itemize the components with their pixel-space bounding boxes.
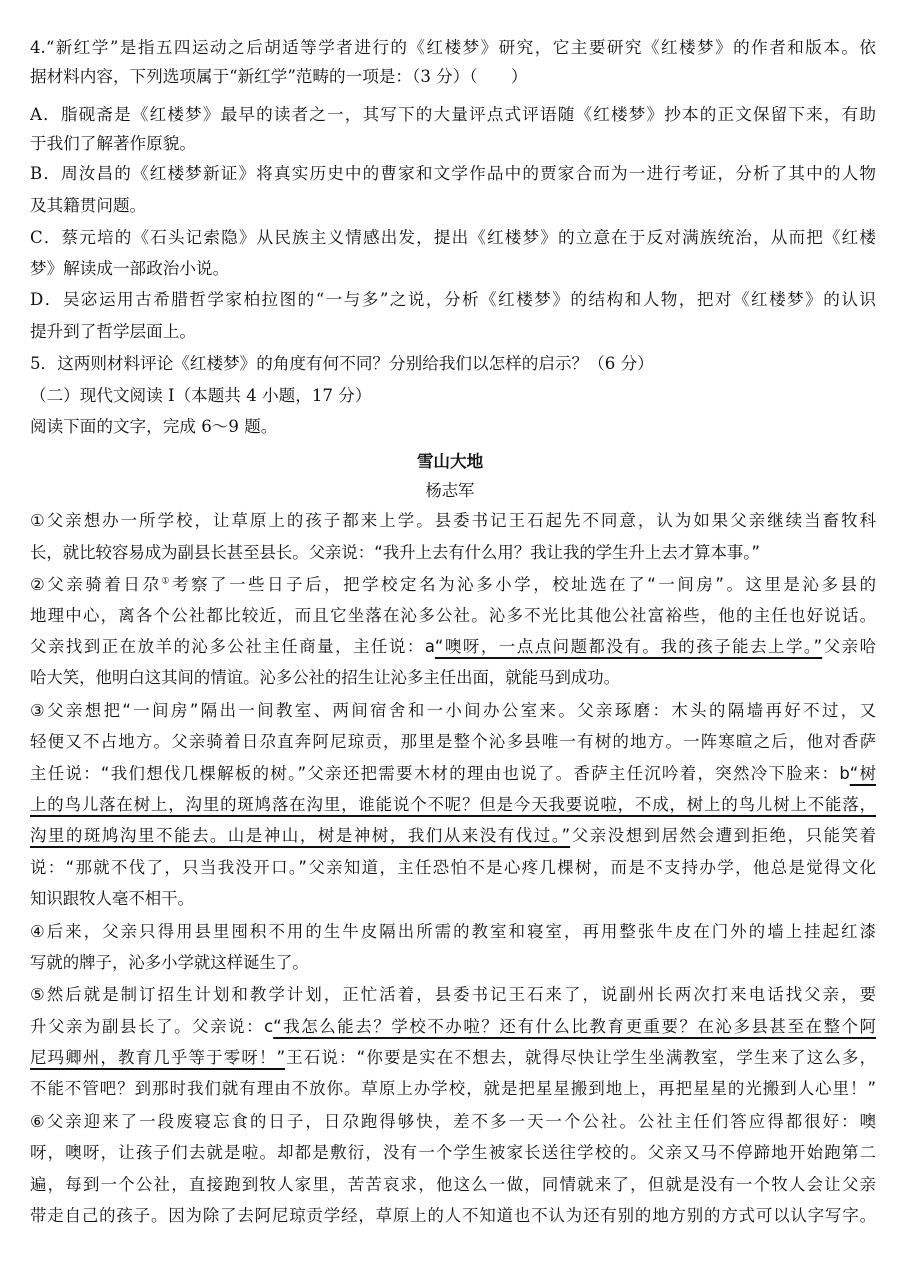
underlined-sentence-b-mid: 上的鸟儿落在树上，沟里的斑鸠落在沟里，谁能说个不呢？但是今天我要说啦，不成，树上的鸟儿树上不能落，: [30, 795, 876, 814]
instruction: 阅读下面的文字，完成 6～9 题。: [30, 417, 278, 436]
p1-line1: ①父亲想办一所学校，让草原上的孩子都来上学。县委书记王石起先不同意，认为如果父亲继续当畜牧科: [30, 511, 876, 530]
q4-option-c-line1: C．蔡元培的《石头记索隐》从民族主义情感出发，提出《红楼梦》的立意在于反对满族统治，从而把《红楼: [30, 228, 876, 247]
p5-line4: 不能不管吧？到那时我们就有理由不放你。草原上办学校，就是把星星搬到地上，再把星星的光搬到人心里！”: [30, 1079, 876, 1098]
q4-stem-line2: 据材料内容，下列选项属于“新红学”范畴的一项是：（3 分）（ ）: [30, 67, 528, 86]
story-author: 杨志军: [425, 481, 475, 500]
q4-option-b-line2: 及其籍贯问题。: [30, 196, 147, 215]
p4-line1: ④后来，父亲只得用县里囤积不用的生牛皮隔出所需的教室和寝室，再用整张牛皮在门外的墙上挂起红漆: [30, 922, 876, 941]
p4-line2: 写就的牌子，沁多小学就这样诞生了。: [30, 953, 309, 972]
q4-option-d-line1: D．吴宓运用古希腊哲学家柏拉图的“一与多”之说，分析《红楼梦》的结构和人物，把对《红楼梦》的认识: [30, 290, 876, 309]
p3-line3: 主任说：“我们想伐几棵解板的树。”父亲还把需要木材的理由也说了。香萨主任沉吟着，突然冷下脸来：b“树: [30, 764, 876, 783]
p3-line4: [30, 791, 876, 818]
q4-stem-line1: 4.“新红学”是指五四运动之后胡适等学者进行的《红楼梦》研究，它主要研究《红楼梦》的作者和版本。依: [30, 38, 876, 57]
q5-question: 5．这两则材料评论《红楼梦》的角度有何不同？分别给我们以怎样的启示？（6 分）: [30, 354, 654, 373]
underlined-sentence-c-start: “我怎么能去？学校不办啦？还有什么比教育更重要？在沁多县甚至在整个阿: [273, 1017, 876, 1036]
q4-option-c-line2: 梦》解读成一部政治小说。: [30, 259, 230, 278]
p3-line6: 说：“那就不伐了，只当我没开口。”父亲知道，主任恐怕不是心疼几棵树，而是不支持办学，他总是觉得文化: [30, 858, 876, 877]
p5-line2: 升父亲为副县长了。父亲说：c“我怎么能去？学校不办啦？还有什么比教育更重要？在沁多县甚至在整个阿: [30, 1017, 876, 1036]
q4-option-b-line1: B．周汝昌的《红楼梦新证》将真实历史中的曹家和文学作品中的贾家合而为一进行考证，分析了其中的人物: [30, 164, 876, 183]
story-title: 雪山大地: [416, 452, 484, 471]
q4-option-d-line2: 提升到了哲学层面上。: [30, 322, 196, 341]
p2-line3: 父亲找到正在放羊的沁多公社主任商量，主任说：a“噢呀，一点点问题都没有。我的孩子能去上学。”父亲哈: [30, 637, 876, 656]
footnote-marker: ①: [161, 576, 173, 587]
p5-line1: ⑤然后就是制订招生计划和教学计划，正忙活着，县委书记王石来了，说副州长两次打来电话找父亲，要: [30, 985, 876, 1004]
p3-line2: 轻便又不占地方。父亲骑着日尕直奔阿尼琼贡，那里是整个沁多县唯一有树的地方。一阵寒暄之后，他对香萨: [30, 732, 876, 751]
underlined-sentence-b-end: 沟里的斑鸠沟里不能去。山是神山，树是神树，我们从来没有伐过。”: [30, 826, 571, 845]
p3-line7: 知识跟牧人毫不相干。: [30, 889, 194, 908]
p3-line5: 沟里的斑鸠沟里不能去。山是神山，树是神树，我们从来没有伐过。”父亲没想到居然会遭到拒绝，只能笑着: [30, 826, 877, 845]
underlined-sentence-c-end: 尼玛卿州，教育几乎等于零呀！”: [30, 1048, 286, 1067]
p3-line1: ③父亲想把“一间房”隔出一间教室、两间宿舍和一小间办公室来。父亲琢磨：木头的隔墙再好不过，又: [30, 701, 876, 720]
section-heading: （二）现代文阅读 I（本题共 4 小题，17 分）: [30, 386, 372, 405]
p1-line2: 长，就比较容易成为副县长甚至县长。父亲说：“我升上去有什么用？我让我的学生升上去才算本事。”: [30, 543, 760, 562]
p2-line4: 哈大笑，他明白这其间的情谊。沁多公社的招生让沁多主任出面，就能马到成功。: [30, 668, 621, 687]
underlined-sentence-b-start: “树: [849, 764, 876, 783]
p2-line2: 地理中心，离各个公社都比较近，而且它坐落在沁多公社。沁多不光比其他公社富裕些，他的主任也好说话。: [30, 606, 876, 625]
p6-line3: 遍，每到一个公社，直接跑到牧人家里，苦苦哀求，他这么一做，同情就来了，但就是没有一个牧人会让父亲: [30, 1175, 876, 1194]
q4-option-a-line2: 于我们了解著作原貌。: [30, 134, 196, 153]
p2-line1: ②父亲骑着日尕①考察了一些日子后，把学校定名为沁多小学，校址选在了“一间房”。这里是沁多县的: [30, 575, 876, 594]
underlined-sentence-a: “噢呀，一点点问题都没有。我的孩子能去上学。”: [434, 637, 823, 656]
p5-line3: 尼玛卿州，教育几乎等于零呀！”王石说：“你要是实在不想去，就得尽快让学生坐满教室，学生来了这么多，: [30, 1048, 876, 1067]
q4-option-a-line1: A．脂砚斋是《红楼梦》最早的读者之一，其写下的大量评点式评语随《红楼梦》抄本的正文保留下来，有助: [30, 105, 876, 124]
p6-line1: ⑥父亲迎来了一段废寝忘食的日子，日尕跑得够快，差不多一天一个公社。公社主任们答应得都很好：噢: [30, 1112, 876, 1131]
p6-line2: 呀，噢呀，让孩子们去就是啦。却都是敷衍，没有一个学生被家长送往学校的。父亲又马不停蹄地开始跑第二: [30, 1143, 876, 1162]
p6-line4: 带走自己的孩子。因为除了去阿尼琼贡学经，草原上的人不知道也不认为还有别的地方别的方式可以认字写字。: [30, 1206, 876, 1225]
